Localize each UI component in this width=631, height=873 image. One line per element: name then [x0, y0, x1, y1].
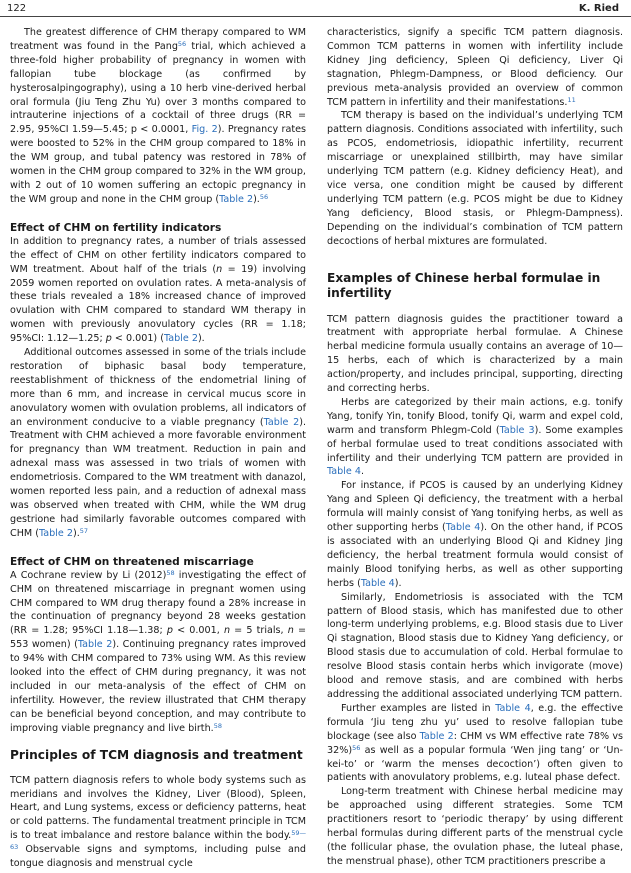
paragraph-additional-outcomes: Additional outcomes assessed in some of the trials include restoration of biphasic basal body temperature, reestablishment of thickness of the endometrial lining of more than 6 mm, and increase in cervical mucus score in anovulatory women with ovulation problems, all indicators of an environment conducive to a viable pregnancy (Table 2). Treatment with CHM achieved a more favorable environment for pregnancy than WM treatment. Reduction in pain and adnexal mass was assessed in two trials of women with endometriosis. Compared to the WM treatment with danazol, women reported less pain, and a reduction of adnexal mass was observed when treated with CHM, while the WM drug gestrione had similarly favorable outcomes compared with CHM (Table 2).$^{57}$: [10, 347, 306, 539]
table-link[interactable]: Table 4: [445, 522, 481, 534]
paragraph-tcm-patterns: characteristics, signify a specific TCM pattern diagnosis. Common TCM patterns in women with infertility include Kidney Jing deficiency, Spleen Qi deficiency, Liver Qi stagnation, Phlegm-Dampness, or Blood deficiency. Our previous meta-analysis provided an overview of common TCM pattern in infertility and their manifestations.$^{11}$: [327, 27, 623, 108]
running-header: [0, 0, 631, 17]
citation[interactable]: 58: [213, 721, 222, 730]
paragraph-pang-trial: The greatest difference of CHM therapy compared to WM treatment was found in the Pang$^{56}$ trial, which achieved a three-fold higher probability of pregnancy in women with fallopian tube blockage (as confirmed by hysterosalpingography), using a 10 herb vine-derived herbal oral formula (Jiu Teng Zhu Yu) over 3 months compared to intrauterine injections of a cocktail of three drugs (RR = 2.95, 95%CI 1.59—5.45; p < 0.0001, Fig. 2). Pregnancy rates were boosted to 52% in the CHM group compared to 18% in the WM group, and tubal patency was restored in 78% of women in the CHM group compared to 32% in the WM group, with 2 out of 10 women suffering an ectopic pregnancy in the WM group and none in the CHM group (Table 2).$^{56}$: [10, 27, 307, 205]
paragraph-further-examples: Further examples are listed in Table 4, e.g. the effective formula ‘Jiu teng zhu yu’ used to resolve fallopian tube blockage (see also Table 2: CHM vs WM effective rate 78% vs 32%)$^{56}$ as well as a popular formula ‘Wen jing tang’ or ‘Un-kei-to’ or ‘warm the menses decoction’) often given to patients with anovulatory problems, e.g. luteal phase defect.: [327, 702, 623, 784]
table-link[interactable]: Table 4: [360, 577, 395, 589]
paragraph-herb-categories: Herbs are categorized by their main actions, e.g. tonify Yang, tonify Yin, tonify Blood, tonify Qi, warm and expel cold, warm and transform Phlegm-Cold (Table 3). Some examples of herbal formulae used to treat conditions associated with infertility and their underlying TCM pattern are provided in Table 4.: [327, 396, 623, 478]
citation[interactable]: 58: [166, 568, 175, 577]
citation[interactable]: 11: [567, 95, 576, 104]
paragraph-long-term-treatment: Long-term treatment with Chinese herbal medicine may be approached using different strategies. Some TCM practitioners resort to ‘periodic therapy’ by using different herbal formulas during different parts of the menstrual cycle (the follicular phase, the ovulation phase, the luteal phase, the menstrual phase), other TCM practitioners prescribe a: [327, 786, 623, 867]
right-column: [327, 26, 623, 869]
paragraph-tcm-pattern-diagnosis: TCM pattern diagnosis refers to whole body systems such as meridians and involves the Kidney, Liver (Blood), Spleen, Heart, and Lung systems, excess or deficiency patterns, heat or cold patterns. The fundamental treatment principle in TCM is to treat imbalance and restore balance within the body.$^{59—63}$ Observable signs and symptoms, including pulse and tongue diagnosis and menstrual cycle: [10, 774, 306, 870]
paragraph-pattern-guides: TCM pattern diagnosis guides the practitioner toward a treatment with appropriate herbal formulae. A Chinese herbal medicine formula usually contains an average of 10—15 herbs, each of which is characterized by a main action/property, and includes principal, supporting, directing and correcting herbs.: [327, 313, 623, 395]
citation[interactable]: 59—63: [10, 829, 306, 852]
header-rule: [0, 16, 631, 17]
citation[interactable]: 56: [177, 39, 187, 48]
page-number: 122: [7, 3, 27, 14]
citation[interactable]: 57: [79, 526, 89, 535]
section-heading-principles: Principles of TCM diagnosis and treatment: [10, 747, 303, 762]
paragraph-endometriosis: Similarly, Endometriosis is associated with the TCM pattern of Blood stasis, which has manifested due to other long-term underlying problems, e.g. Blood stasis due to Liver Qi stagnation, Blood stasis due to Kidney Yang deficiency, or Blood stasis due to accumulation of cold. Herbal formulae to resolve Blood stasis contain herbs which invigorate (move) blood and remove stasis, and are combined with herbs addressing the additional associated underlying TCM pattern.: [327, 591, 623, 700]
figure-link[interactable]: Fig. 2: [191, 124, 218, 136]
table-link[interactable]: Table 2: [77, 639, 113, 651]
table-link[interactable]: Table 4: [327, 466, 361, 478]
citation[interactable]: 56: [259, 192, 269, 201]
running-author: K. Ried: [578, 3, 619, 14]
section-heading-herbal-formulae: Examples of Chinese herbal formulae in infertility: [327, 270, 601, 300]
section-heading-fertility-indicators: Effect of CHM on fertility indicators: [10, 221, 222, 234]
paragraph-cochrane-review: A Cochrane review by Li $(2012)^{58}$ investigating the effect of CHM on threatened miscarriage in pregnant women using CHM compared to WM drug therapy found a 28% increase in the continuation of pregnancy beyond 28 weeks gestation (RR = 1.28; 95%CI 1.18—1.38; p < 0.001, n = 5 trials, n = 553 women) (Table 2). Continuing pregnancy rates improved to 94% with CHM compared to 73% using WM. As this review looked into the effect of CHM during pregnancy, it was not included in our meta-analysis of the effect of CHM on infertility. However, the review illustrated that CHM therapy can be beneficial beyond conception, and may contribute to improving viable pregnancy and live birth.$^{58}$: [10, 568, 307, 734]
paragraph-tcm-therapy: TCM therapy is based on the individual’s underlying TCM pattern diagnosis. Conditions associated with infertility, such as PCOS, endometriosis, idiopathic infertility, recurrent miscarriage or unexplained stillbirth, may have similar underlying TCM pattern (e.g. Kidney deficiency Heat), and vice versa, one condition might be caused by different underlying TCM pattern (e.g. PCOS might be due to Kidney Yang deficiency, Blood stasis, or Phlegm-Dampness). Depending on the individual’s combination of TCM pattern decoctions of herbal mixtures are formulated.: [327, 110, 623, 247]
section-heading-miscarriage: Effect of CHM on threatened miscarriage: [10, 555, 254, 568]
table-link[interactable]: Table 2: [219, 193, 254, 205]
paragraph-pcos-example: For instance, if PCOS is caused by an underlying Kidney Yang and Spleen Qi deficiency, the treatment with a herbal formula will mainly consist of Yang tonifying herbs, as well as other supporting herbs (Table 4). On the other hand, if PCOS is associated with an underlying Blood Qi and Kidney Jing deficiency, the herbal treatment formula would consist of mainly Blood tonifying herbs, as well as other supporting herbs (Table 4).: [327, 480, 623, 589]
table-link[interactable]: Table 2: [163, 333, 198, 345]
table-link[interactable]: Table 2: [263, 416, 300, 428]
paragraph-ovulation: In addition to pregnancy rates, a number of trials assessed the effect of CHM on other fertility indicators compared to WM treatment. About half of the trials (n = 19) involving 2059 women reported on ovulation rates. A meta-analysis of these trials revealed a 18% increased chance of improved ovulation with CHM compared to standard WM therapy in women with previously anovulatory cycles (RR = 1.18; 95%CI: 1.12—1.25; p < 0.001) (Table 2).: [10, 235, 306, 345]
table-link[interactable]: Table 2: [419, 730, 454, 742]
citation[interactable]: 56: [352, 743, 361, 752]
table-link[interactable]: Table 4: [495, 702, 531, 714]
left-column: [10, 26, 306, 871]
table-link[interactable]: Table 2: [38, 527, 73, 539]
table-link[interactable]: Table 3: [499, 424, 535, 436]
